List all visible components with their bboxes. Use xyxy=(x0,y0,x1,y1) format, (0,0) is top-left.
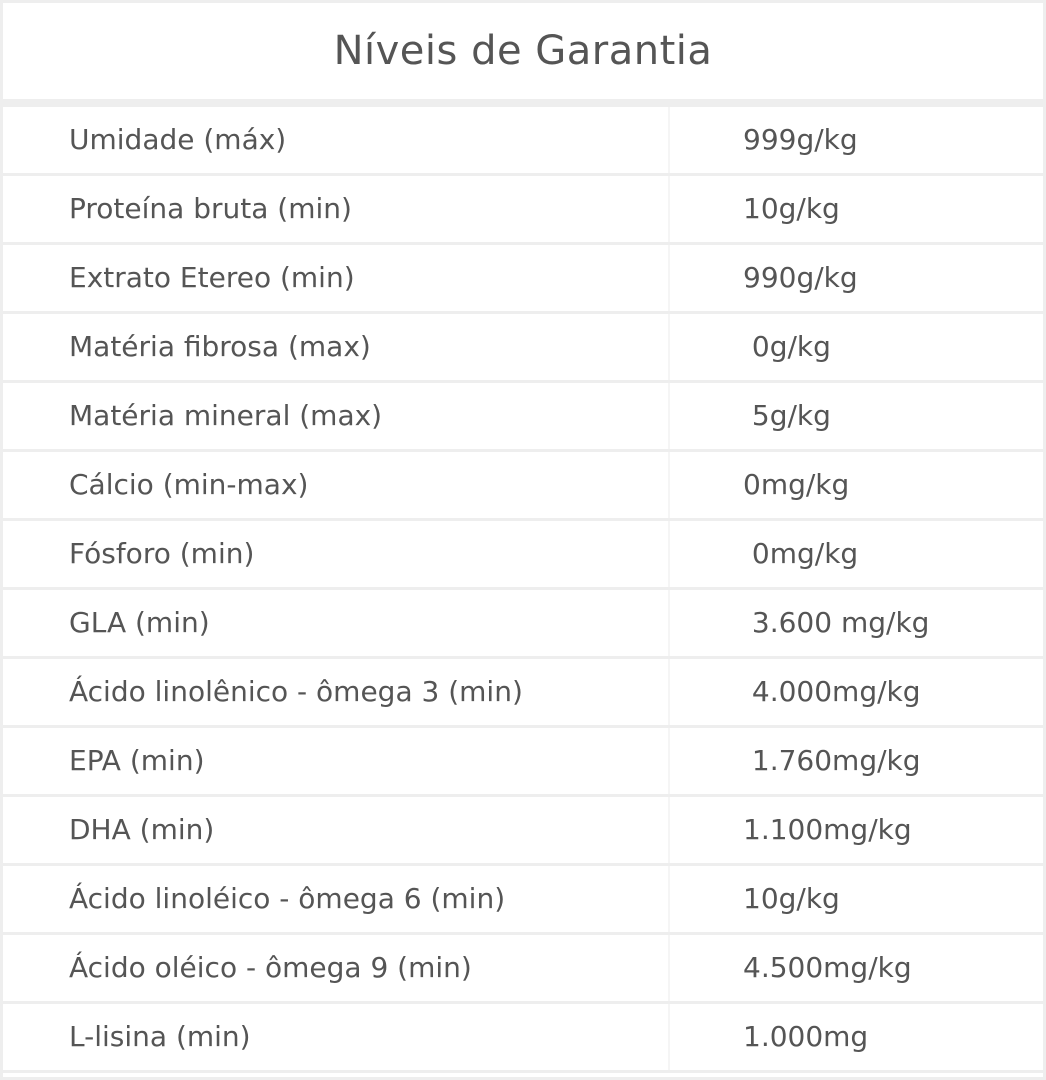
nutrient-label: L-lisina (min) xyxy=(69,1020,251,1053)
table-row xyxy=(3,383,1043,452)
column-divider xyxy=(668,521,670,587)
nutrient-value: 1.100mg/kg xyxy=(743,813,912,846)
nutrient-label: Ácido linolênico - ômega 3 (min) xyxy=(69,675,523,708)
nutrient-label: Matéria mineral (max) xyxy=(69,399,383,432)
nutrient-value: 1.760mg/kg xyxy=(743,744,921,777)
nutrient-value: 3.600 mg/kg xyxy=(743,606,930,639)
table-row xyxy=(3,521,1043,590)
table-row xyxy=(3,590,1043,659)
column-divider xyxy=(668,797,670,863)
column-divider xyxy=(668,176,670,242)
column-divider xyxy=(668,452,670,518)
column-divider xyxy=(668,107,670,173)
title-divider xyxy=(3,99,1043,107)
column-divider xyxy=(668,590,670,656)
nutrient-value: 10g/kg xyxy=(743,882,840,915)
nutrient-value: 5g/kg xyxy=(743,399,831,432)
nutrient-value: 990g/kg xyxy=(743,261,858,294)
table-row xyxy=(3,176,1043,245)
nutrient-label: Fósforo (min) xyxy=(69,537,255,570)
column-divider xyxy=(668,383,670,449)
column-divider xyxy=(668,314,670,380)
nutrient-label: Ácido linoléico - ômega 6 (min) xyxy=(69,882,506,915)
column-divider xyxy=(668,1004,670,1070)
nutrient-value: 4.000mg/kg xyxy=(743,675,921,708)
nutrient-label: Umidade (máx) xyxy=(69,123,287,156)
table-row xyxy=(3,935,1043,1004)
column-divider xyxy=(668,245,670,311)
column-divider xyxy=(668,866,670,932)
table-row xyxy=(3,866,1043,935)
column-divider xyxy=(668,659,670,725)
nutrient-value: 999g/kg xyxy=(743,123,858,156)
nutrient-value: 1.000mg xyxy=(743,1020,869,1053)
nutrient-label: Proteína bruta (min) xyxy=(69,192,352,225)
title-bar xyxy=(3,3,1043,99)
column-divider xyxy=(668,935,670,1001)
nutrient-value: 0mg/kg xyxy=(743,468,850,501)
nutrient-label: DHA (min) xyxy=(69,813,215,846)
nutrient-value: 4.500mg/kg xyxy=(743,951,912,984)
table-row xyxy=(3,107,1043,176)
table-row xyxy=(3,245,1043,314)
table-row xyxy=(3,314,1043,383)
nutrient-label: GLA (min) xyxy=(69,606,210,639)
nutrient-value: 0g/kg xyxy=(743,330,831,363)
nutrient-label: Cálcio (min-max) xyxy=(69,468,309,501)
nutrient-label: Ácido oléico - ômega 9 (min) xyxy=(69,951,472,984)
column-divider xyxy=(668,728,670,794)
nutrient-label: EPA (min) xyxy=(69,744,205,777)
nutrient-label: Matéria fibrosa (max) xyxy=(69,330,371,363)
table-row xyxy=(3,1004,1043,1073)
table-row xyxy=(3,659,1043,728)
guarantee-table xyxy=(3,107,1043,1073)
nutrient-label: Extrato Etereo (min) xyxy=(69,261,355,294)
table-row xyxy=(3,797,1043,866)
nutrient-value: 10g/kg xyxy=(743,192,840,225)
table-row xyxy=(3,728,1043,797)
table-row xyxy=(3,452,1043,521)
nutrient-value: 0mg/kg xyxy=(743,537,859,570)
page-title: Níveis de Garantia xyxy=(333,28,713,74)
